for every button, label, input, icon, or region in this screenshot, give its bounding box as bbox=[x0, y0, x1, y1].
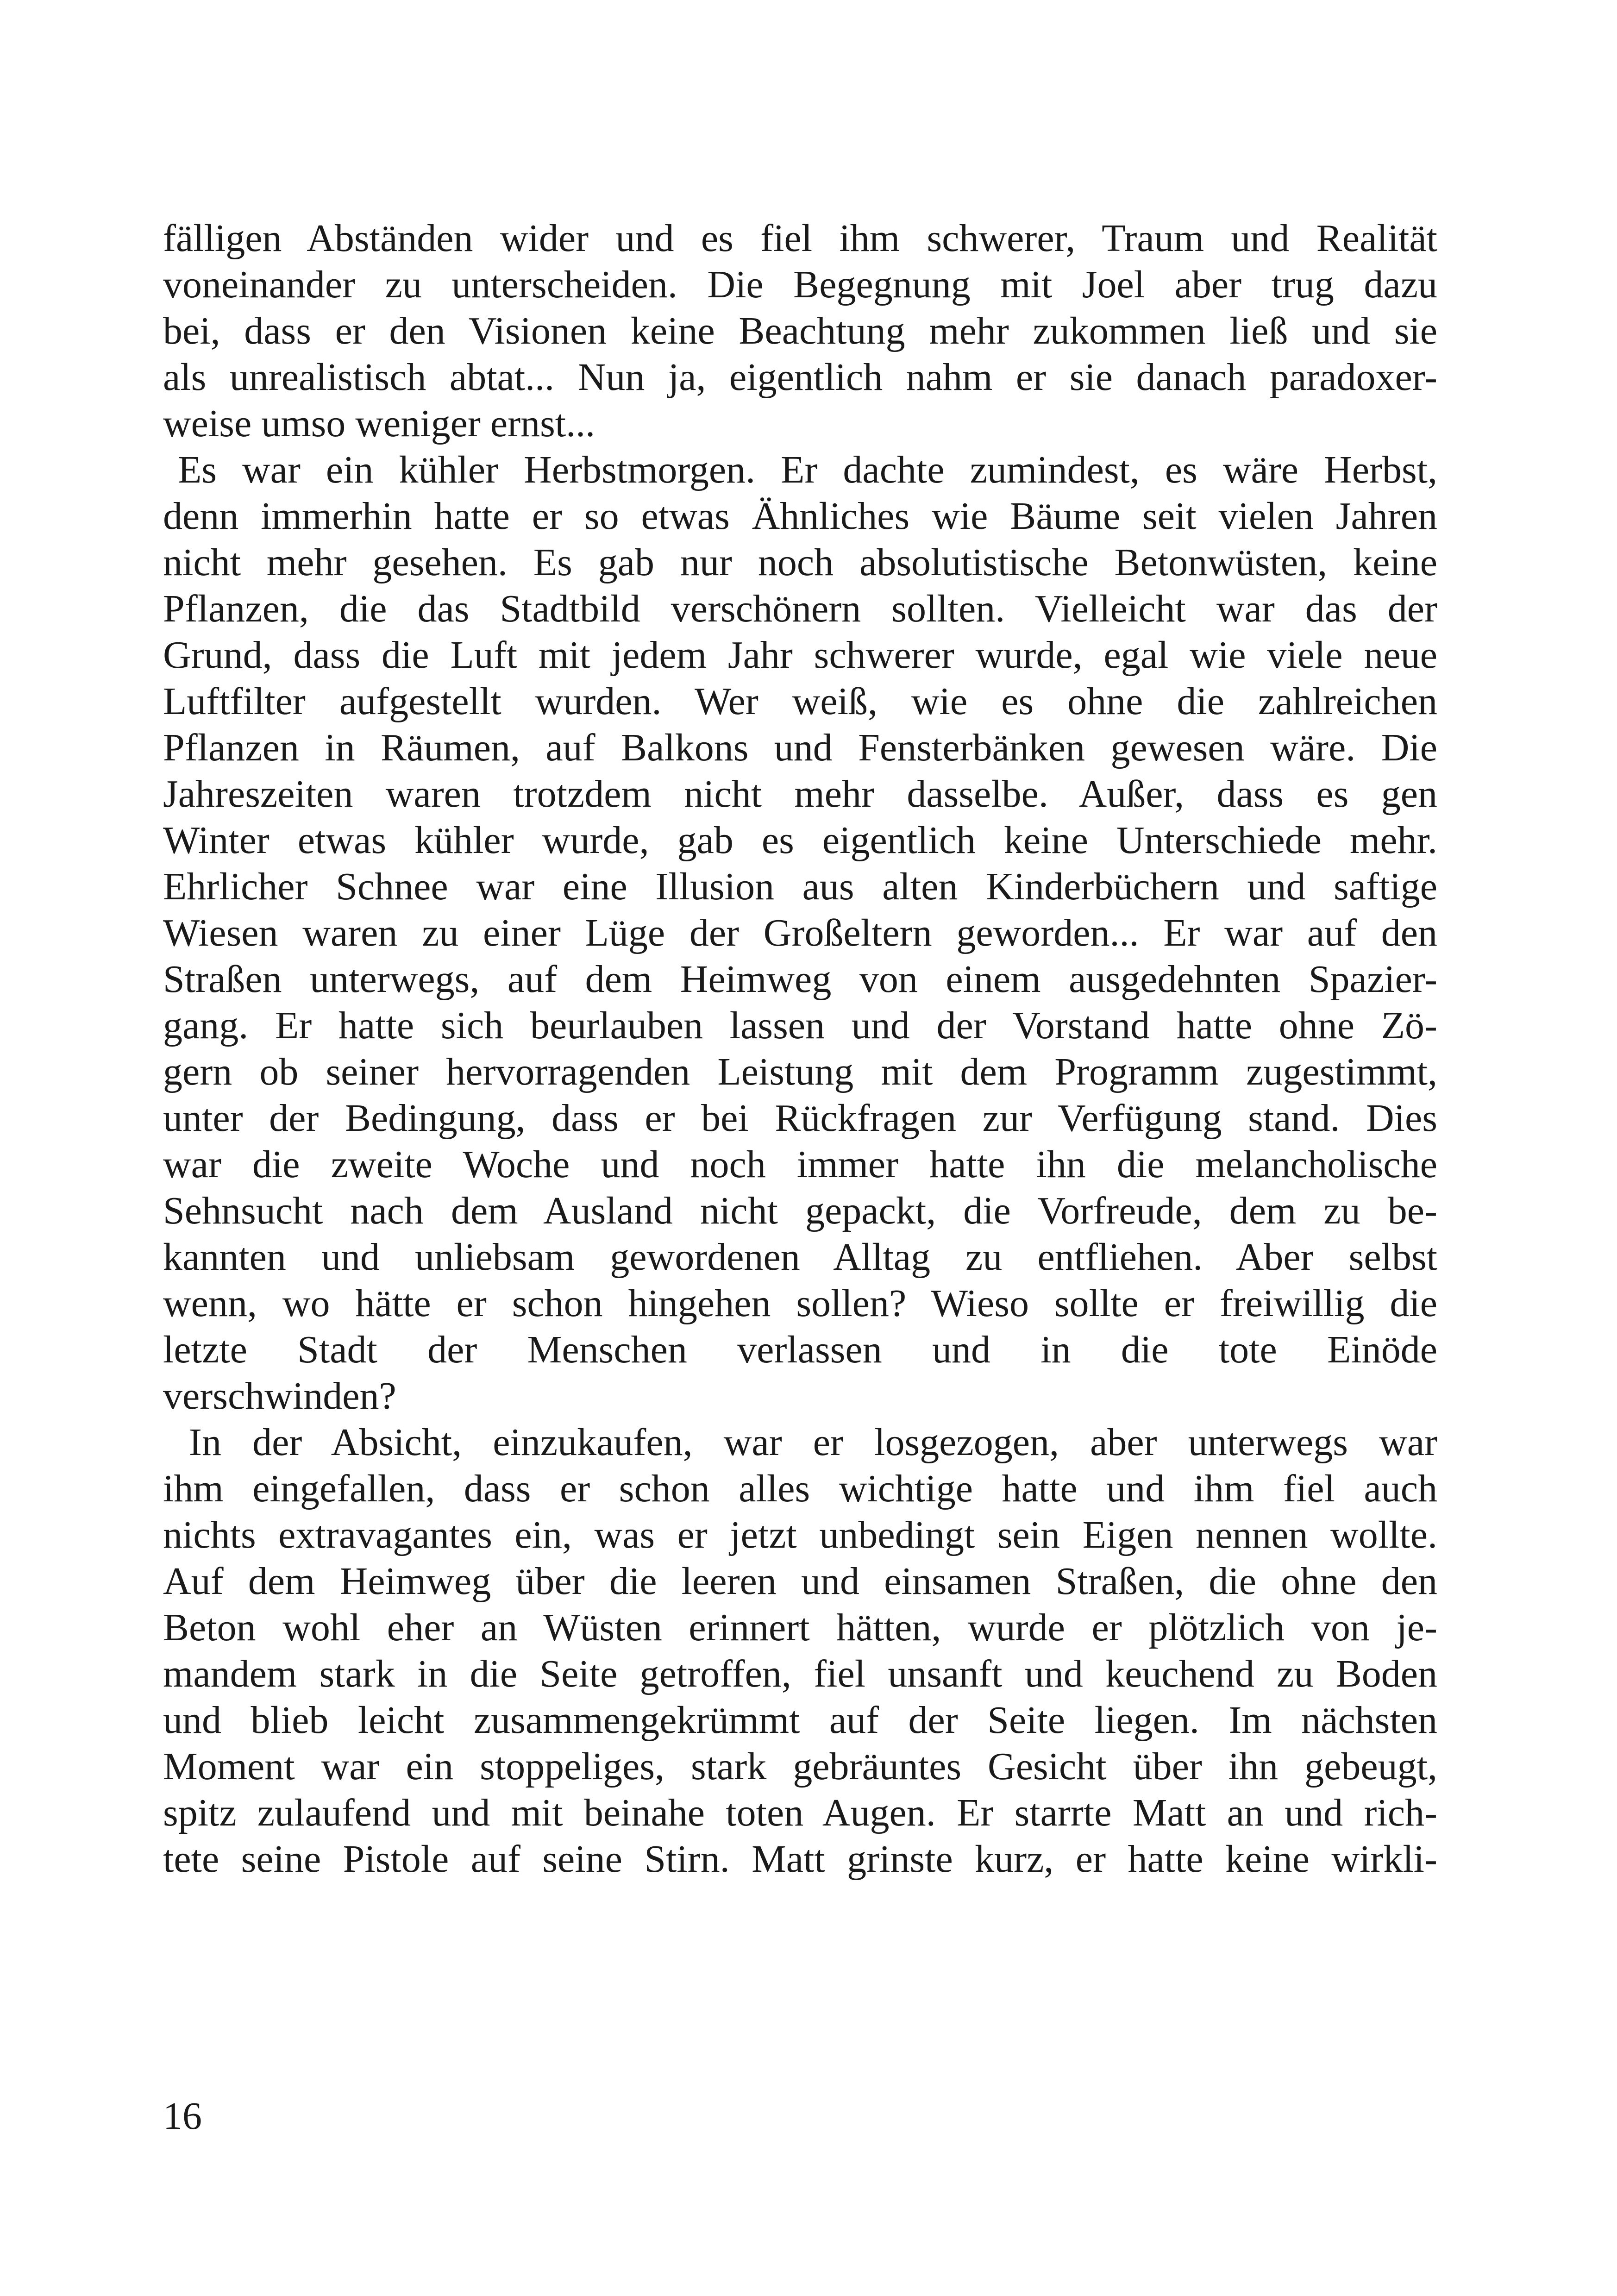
text-line: Beton wohl eher an Wüsten erinnert hätten, wurde er plötzlich von je- bbox=[163, 1606, 1437, 1649]
text-line: In der Absicht, einzukaufen, war er losgezogen, aber unterwegs war bbox=[189, 1421, 1437, 1464]
text-line: spitz zulaufend und mit beinahe toten Augen. Er starrte Matt an und rich- bbox=[163, 1791, 1437, 1834]
text-line: gern ob seiner hervorragenden Leistung mit dem Programm zugestimmt, bbox=[163, 1050, 1437, 1093]
text-line: Luftfilter aufgestellt wurden. Wer weiß, wie es ohne die zahlreichen bbox=[163, 680, 1437, 723]
paragraph bbox=[163, 215, 1437, 447]
text-line: mandem stark in die Seite getroffen, fiel unsanft und keuchend zu Boden bbox=[163, 1652, 1437, 1695]
text-line: Es war ein kühler Herbstmorgen. Er dachte zumindest, es wäre Herbst, bbox=[178, 448, 1437, 491]
paragraph bbox=[163, 447, 1437, 1419]
page-number: 16 bbox=[163, 2095, 202, 2138]
text-line: Straßen unterwegs, auf dem Heimweg von einem ausgedehnten Spazier- bbox=[163, 958, 1437, 1001]
text-line: Auf dem Heimweg über die leeren und einsamen Straßen, die ohne den bbox=[163, 1560, 1437, 1603]
text-line: bei, dass er den Visionen keine Beachtung mehr zukommen ließ und sie bbox=[163, 309, 1437, 352]
text-line: verschwinden? bbox=[163, 1374, 396, 1418]
text-line: kannten und unliebsam gewordenen Alltag zu entfliehen. Aber selbst bbox=[163, 1236, 1437, 1279]
text-line: voneinander zu unterscheiden. Die Begegnung mit Joel aber trug dazu bbox=[163, 263, 1437, 306]
text-line: Jahreszeiten waren trotzdem nicht mehr dasselbe. Außer, dass es gen bbox=[163, 772, 1437, 816]
text-line: Winter etwas kühler wurde, gab es eigentlich keine Unterschiede mehr. bbox=[163, 819, 1437, 862]
text-line: Pflanzen in Räumen, auf Balkons und Fensterbänken gewesen wäre. Die bbox=[163, 726, 1437, 769]
text-line: Grund, dass die Luft mit jedem Jahr schwerer wurde, egal wie viele neue bbox=[163, 634, 1437, 677]
text-line: unter der Bedingung, dass er bei Rückfragen zur Verfügung stand. Dies bbox=[163, 1097, 1437, 1140]
text-line: wenn, wo hätte er schon hingehen sollen? Wieso sollte er freiwillig die bbox=[163, 1282, 1437, 1325]
text-line: letzte Stadt der Menschen verlassen und in die tote Einöde bbox=[163, 1328, 1437, 1371]
body-text bbox=[163, 215, 1437, 1882]
text-line: Ehrlicher Schnee war eine Illusion aus alten Kinderbüchern und saftige bbox=[163, 865, 1437, 908]
text-line: fälligen Abständen wider und es fiel ihm schwerer, Traum und Realität bbox=[163, 217, 1437, 260]
text-line: Wiesen waren zu einer Lüge der Großeltern geworden... Er war auf den bbox=[163, 911, 1437, 954]
text-line: nicht mehr gesehen. Es gab nur noch absolutistische Betonwüsten, keine bbox=[163, 541, 1437, 584]
text-line: tete seine Pistole auf seine Stirn. Matt grinste kurz, er hatte keine wirkli- bbox=[163, 1838, 1437, 1881]
text-line: Pflanzen, die das Stadtbild verschönern sollten. Vielleicht war das der bbox=[163, 587, 1437, 630]
text-line: gang. Er hatte sich beurlauben lassen und der Vorstand hatte ohne Zö- bbox=[163, 1004, 1437, 1047]
text-line: Moment war ein stoppeliges, stark gebräuntes Gesicht über ihn gebeugt, bbox=[163, 1745, 1437, 1788]
text-line: denn immerhin hatte er so etwas Ähnliches wie Bäume seit vielen Jahren bbox=[163, 495, 1437, 538]
text-line: war die zweite Woche und noch immer hatte ihn die melancholische bbox=[163, 1143, 1437, 1186]
text-line: Sehnsucht nach dem Ausland nicht gepackt, die Vorfreude, dem zu be- bbox=[163, 1189, 1437, 1232]
text-line: als unrealistisch abtat... Nun ja, eigentlich nahm er sie danach paradoxer- bbox=[163, 356, 1437, 399]
text-line: ihm eingefallen, dass er schon alles wichtige hatte und ihm fiel auch bbox=[163, 1467, 1437, 1510]
text-line: nichts extravagantes ein, was er jetzt unbedingt sein Eigen nennen wollte. bbox=[163, 1513, 1437, 1556]
text-line: und blieb leicht zusammengekrümmt auf der Seite liegen. Im nächsten bbox=[163, 1699, 1437, 1742]
text-line: weise umso weniger ernst... bbox=[163, 402, 595, 445]
paragraph bbox=[163, 1419, 1437, 1882]
